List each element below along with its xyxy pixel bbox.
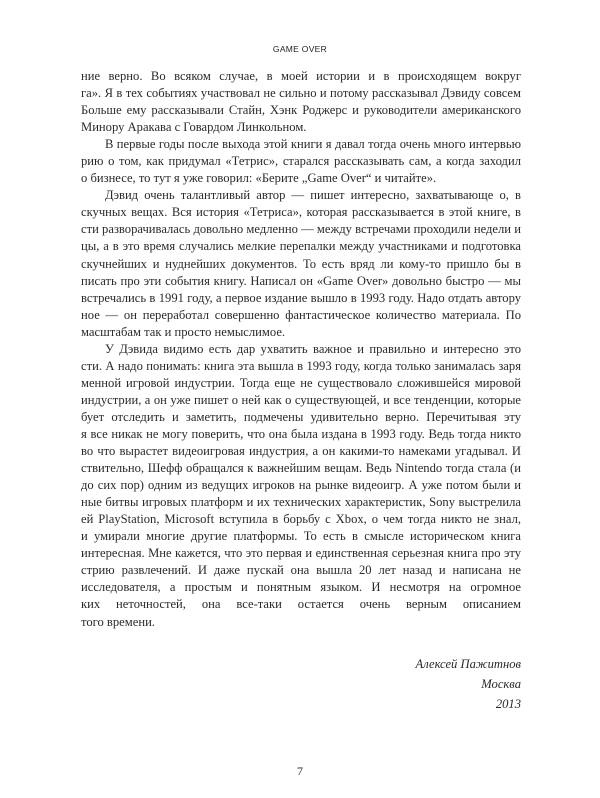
- text-line: того времени.: [81, 614, 155, 629]
- text-line: Дэвид очень талантливый автор — пишет интересно, захватывающе о, в: [105, 188, 521, 203]
- text-line: масштабам так и просто немыслимое.: [81, 324, 286, 339]
- text-line: во что вырастет видеоигровая индустрия, а он какими-то намеками угадывал. И: [81, 444, 521, 459]
- text-line: цы, а в это время случались мелкие перепалки между участниками и подготовка: [81, 239, 521, 254]
- signature-author: Алексей Пажитнов: [415, 657, 521, 671]
- text-line: скучных вещах. Вся история «Тетриса», которая рассказывается в этой книге, в: [81, 205, 521, 220]
- paragraph: [81, 68, 521, 136]
- paragraph: [81, 341, 521, 631]
- text-line: ное — он переработал совершенно фантастическое количество материала. По: [81, 307, 521, 322]
- text-line: о бизнесе, то тут я уже говорил: «Берите „Game Over“ и читайте».: [81, 171, 437, 186]
- text-line: до сих пор) одним из ведущих игроков на рынке видеоигр. А уже потом были и: [81, 478, 521, 493]
- text-line: писать про эти события книгу. Написал он «Game Over» довольно быстро — мы: [81, 273, 521, 288]
- text-line: В первые годы после выхода этой книги я давал тогда очень много интервью: [105, 137, 521, 152]
- text-line: сти. А надо понимать: книга эта вышла в 1993 году, когда только занималась заря: [81, 358, 521, 373]
- text-line: интересная. Мне кажется, что это первая и единственная серьезная книга про эту: [81, 546, 521, 561]
- text-line: сти разворачивалась довольно медленно — между встречами проходили недели и: [81, 222, 521, 237]
- text-line: рию о том, как придумал «Тетрис», старался рассказывать сам, а когда заходил: [81, 154, 521, 169]
- text-line: ей PlayStation, Microsoft вступила в борьбу с Xbox, о чем тогда никто не знал,: [81, 512, 521, 527]
- text-line: Больше ему рассказывали Стайн, Хэнк Роджерс и руководители американского: [81, 103, 521, 118]
- text-line: исследователя, а простым и понятным языком. И несмотря на огромное: [81, 580, 521, 595]
- body-text: [81, 68, 521, 631]
- running-head: GAME OVER: [272, 44, 328, 54]
- text-line: ствительно, Шефф обращался к важнейшим вещам. Ведь Nintendo тогда стала (и: [81, 461, 521, 476]
- text-line: га». Я в тех событиях участвовал не сильно и потому рассказывал Дэвиду совсем: [81, 86, 521, 101]
- signature-year: 2013: [495, 697, 521, 711]
- text-line: и умирали многие другие платформы. То есть в смысле историческом книга: [81, 529, 521, 544]
- text-line: ные битвы игровых платформ и их технических характеристик, Sony выстрелила: [81, 495, 521, 510]
- text-line: я все никак не могу поверить, что она была издана в 1993 году. Ведь тогда никто: [81, 426, 521, 441]
- text-line: бует отследить и заметить, подмечены удивительно верно. Перечитывая эту: [81, 409, 521, 424]
- signature-city: Москва: [481, 677, 521, 691]
- page-number: 7: [297, 764, 303, 778]
- paragraph: [81, 187, 521, 340]
- signature-block: [416, 654, 521, 714]
- text-line: встречались в 1991 году, а первое издание вышло в 1993 году. Надо отдать автору: [81, 290, 521, 305]
- text-line: менной игровой индустрии. Тогда еще не существовало сложившейся мировой: [81, 375, 521, 390]
- text-line: стрию развлечений. И даже пускай она вышла 20 лет назад и написана не: [81, 563, 521, 578]
- text-line: скучнейших и нуднейших документов. То есть вряд ли кому-то пришло бы в: [81, 256, 521, 271]
- text-line: У Дэвида видимо есть дар ухватить важное и правильно и интересно это: [105, 341, 521, 356]
- text-line: Минору Аракава с Говардом Линкольном.: [81, 120, 307, 135]
- text-line: ние верно. Во всяком случае, в моей истории и в происходящем вокруг: [81, 69, 521, 83]
- text-line: ких неточностей, она все-таки остается очень верным описанием: [81, 597, 521, 612]
- text-line: индустрии, а он уже пишет о ней как о существующей, и все тенденции, которые: [81, 392, 521, 407]
- paragraph: [81, 136, 521, 187]
